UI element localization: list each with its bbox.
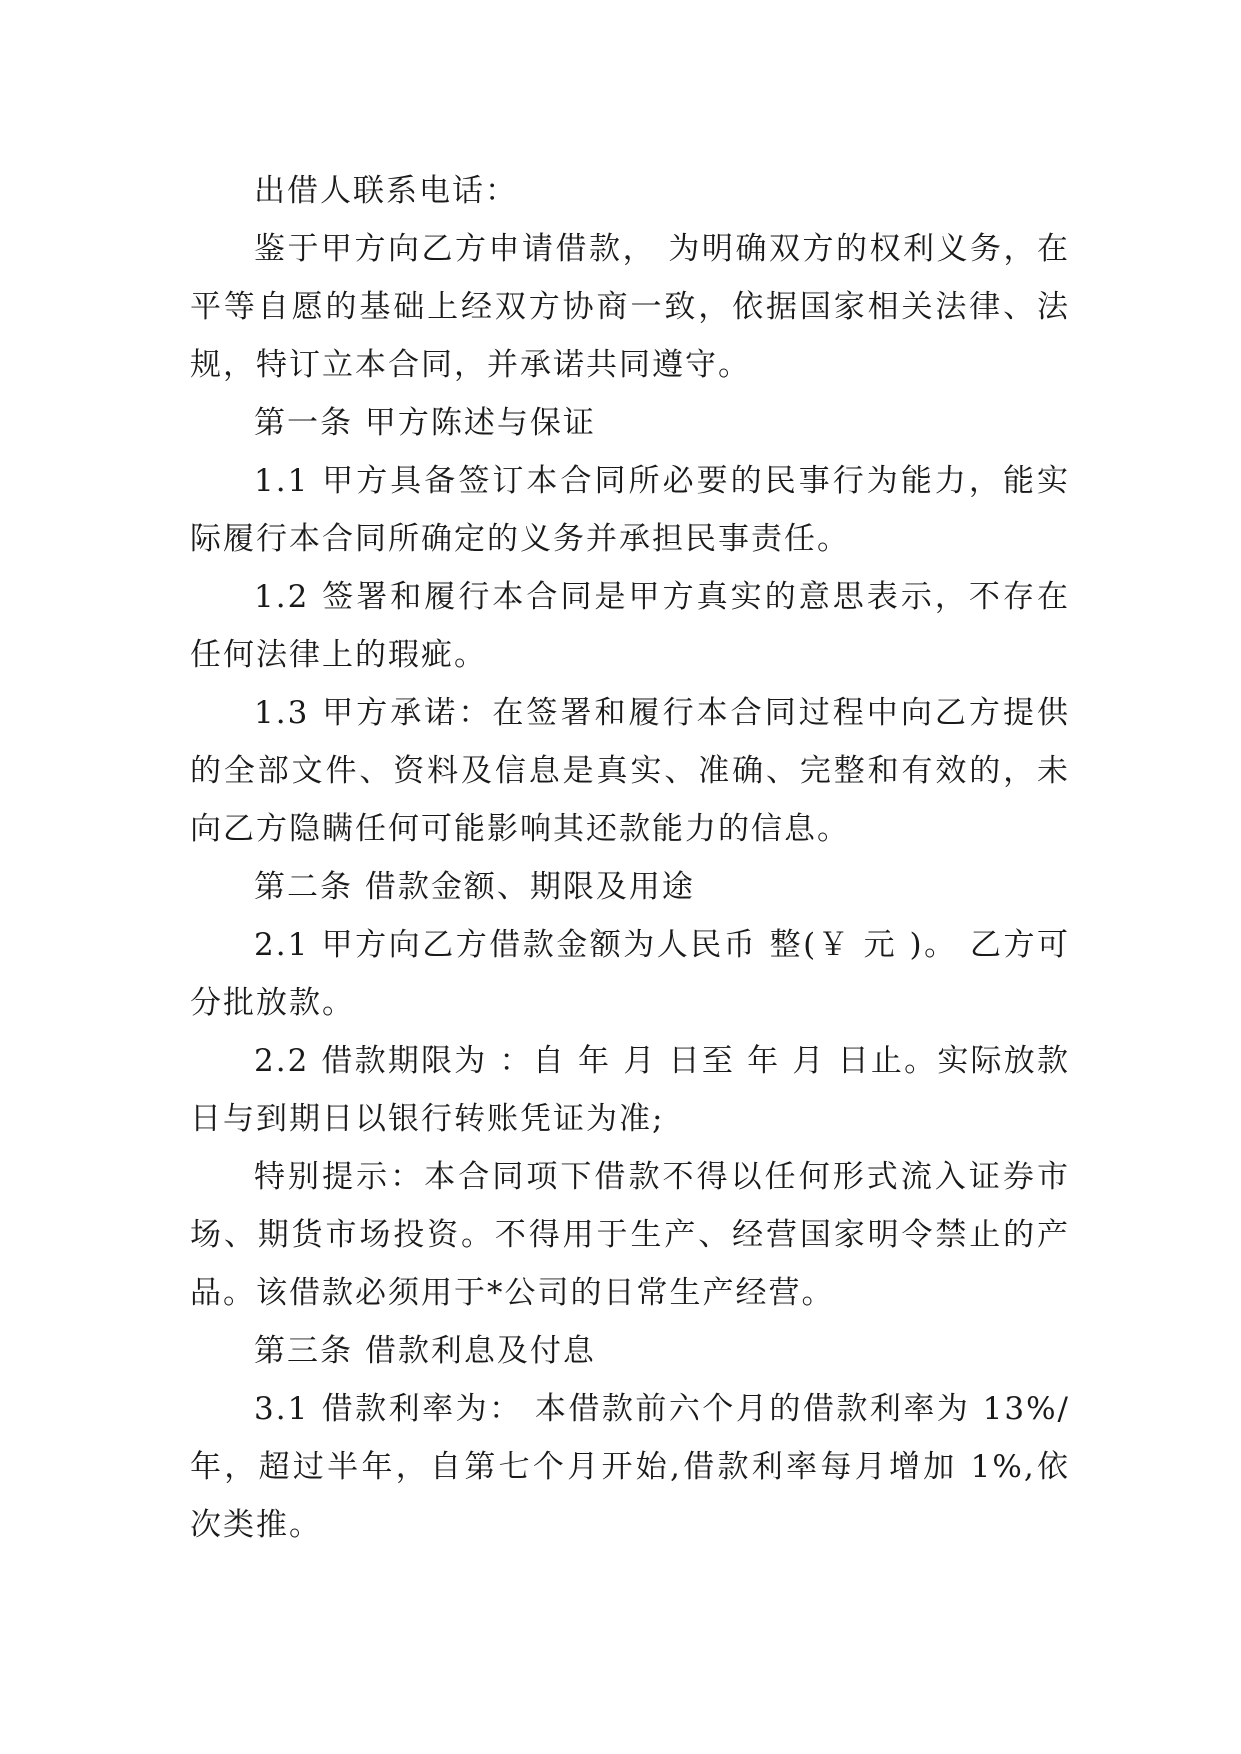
preamble-paragraph: 鉴于甲方向乙方申请借款， 为明确双方的权利义务，在平等自愿的基础上经双方协商一致，依据国家相关法律、法规，特订立本合同，并承诺共同遵守。: [190, 231, 1070, 383]
clause-1-3: 1.3 甲方承诺：在签署和履行本合同过程中向乙方提供的全部文件、资料及信息是真实、准确、完整和有效的，未向乙方隐瞒任何可能影响其还款能力的信息。: [190, 695, 1070, 847]
clause-2-2: 2.2 借款期限为 ：自 年 月 日至 年 月 日止。实际放款日与到期日以银行转账凭证为准;: [190, 1043, 1070, 1137]
article-2-heading: 第二条 借款金额、期限及用途: [254, 869, 695, 905]
lender-phone-line: 出借人联系电话：: [254, 173, 518, 209]
contract-body: [190, 162, 1070, 1554]
clause-3-1: 3.1 借款利率为： 本借款前六个月的借款利率为 13%/年，超过半年，自第七个月开始,借款利率每月增加 1%,依次类推。: [190, 1391, 1070, 1543]
clause-1-1: 1.1 甲方具备签订本合同所必要的民事行为能力，能实际履行本合同所确定的义务并承担民事责任。: [190, 463, 1070, 557]
article-1-heading: 第一条 甲方陈述与保证: [254, 405, 596, 441]
clause-2-1: 2.1 甲方向乙方借款金额为人民币 整(￥ 元 )。 乙方可分批放款。: [190, 927, 1070, 1021]
special-notice: 特别提示：本合同项下借款不得以任何形式流入证券市场、期货市场投资。不得用于生产、经营国家明令禁止的产品。该借款必须用于*公司的日常生产经营。: [190, 1159, 1070, 1311]
article-3-heading: 第三条 借款利息及付息: [254, 1333, 596, 1369]
clause-1-2: 1.2 签署和履行本合同是甲方真实的意思表示，不存在任何法律上的瑕疵。: [190, 579, 1070, 673]
